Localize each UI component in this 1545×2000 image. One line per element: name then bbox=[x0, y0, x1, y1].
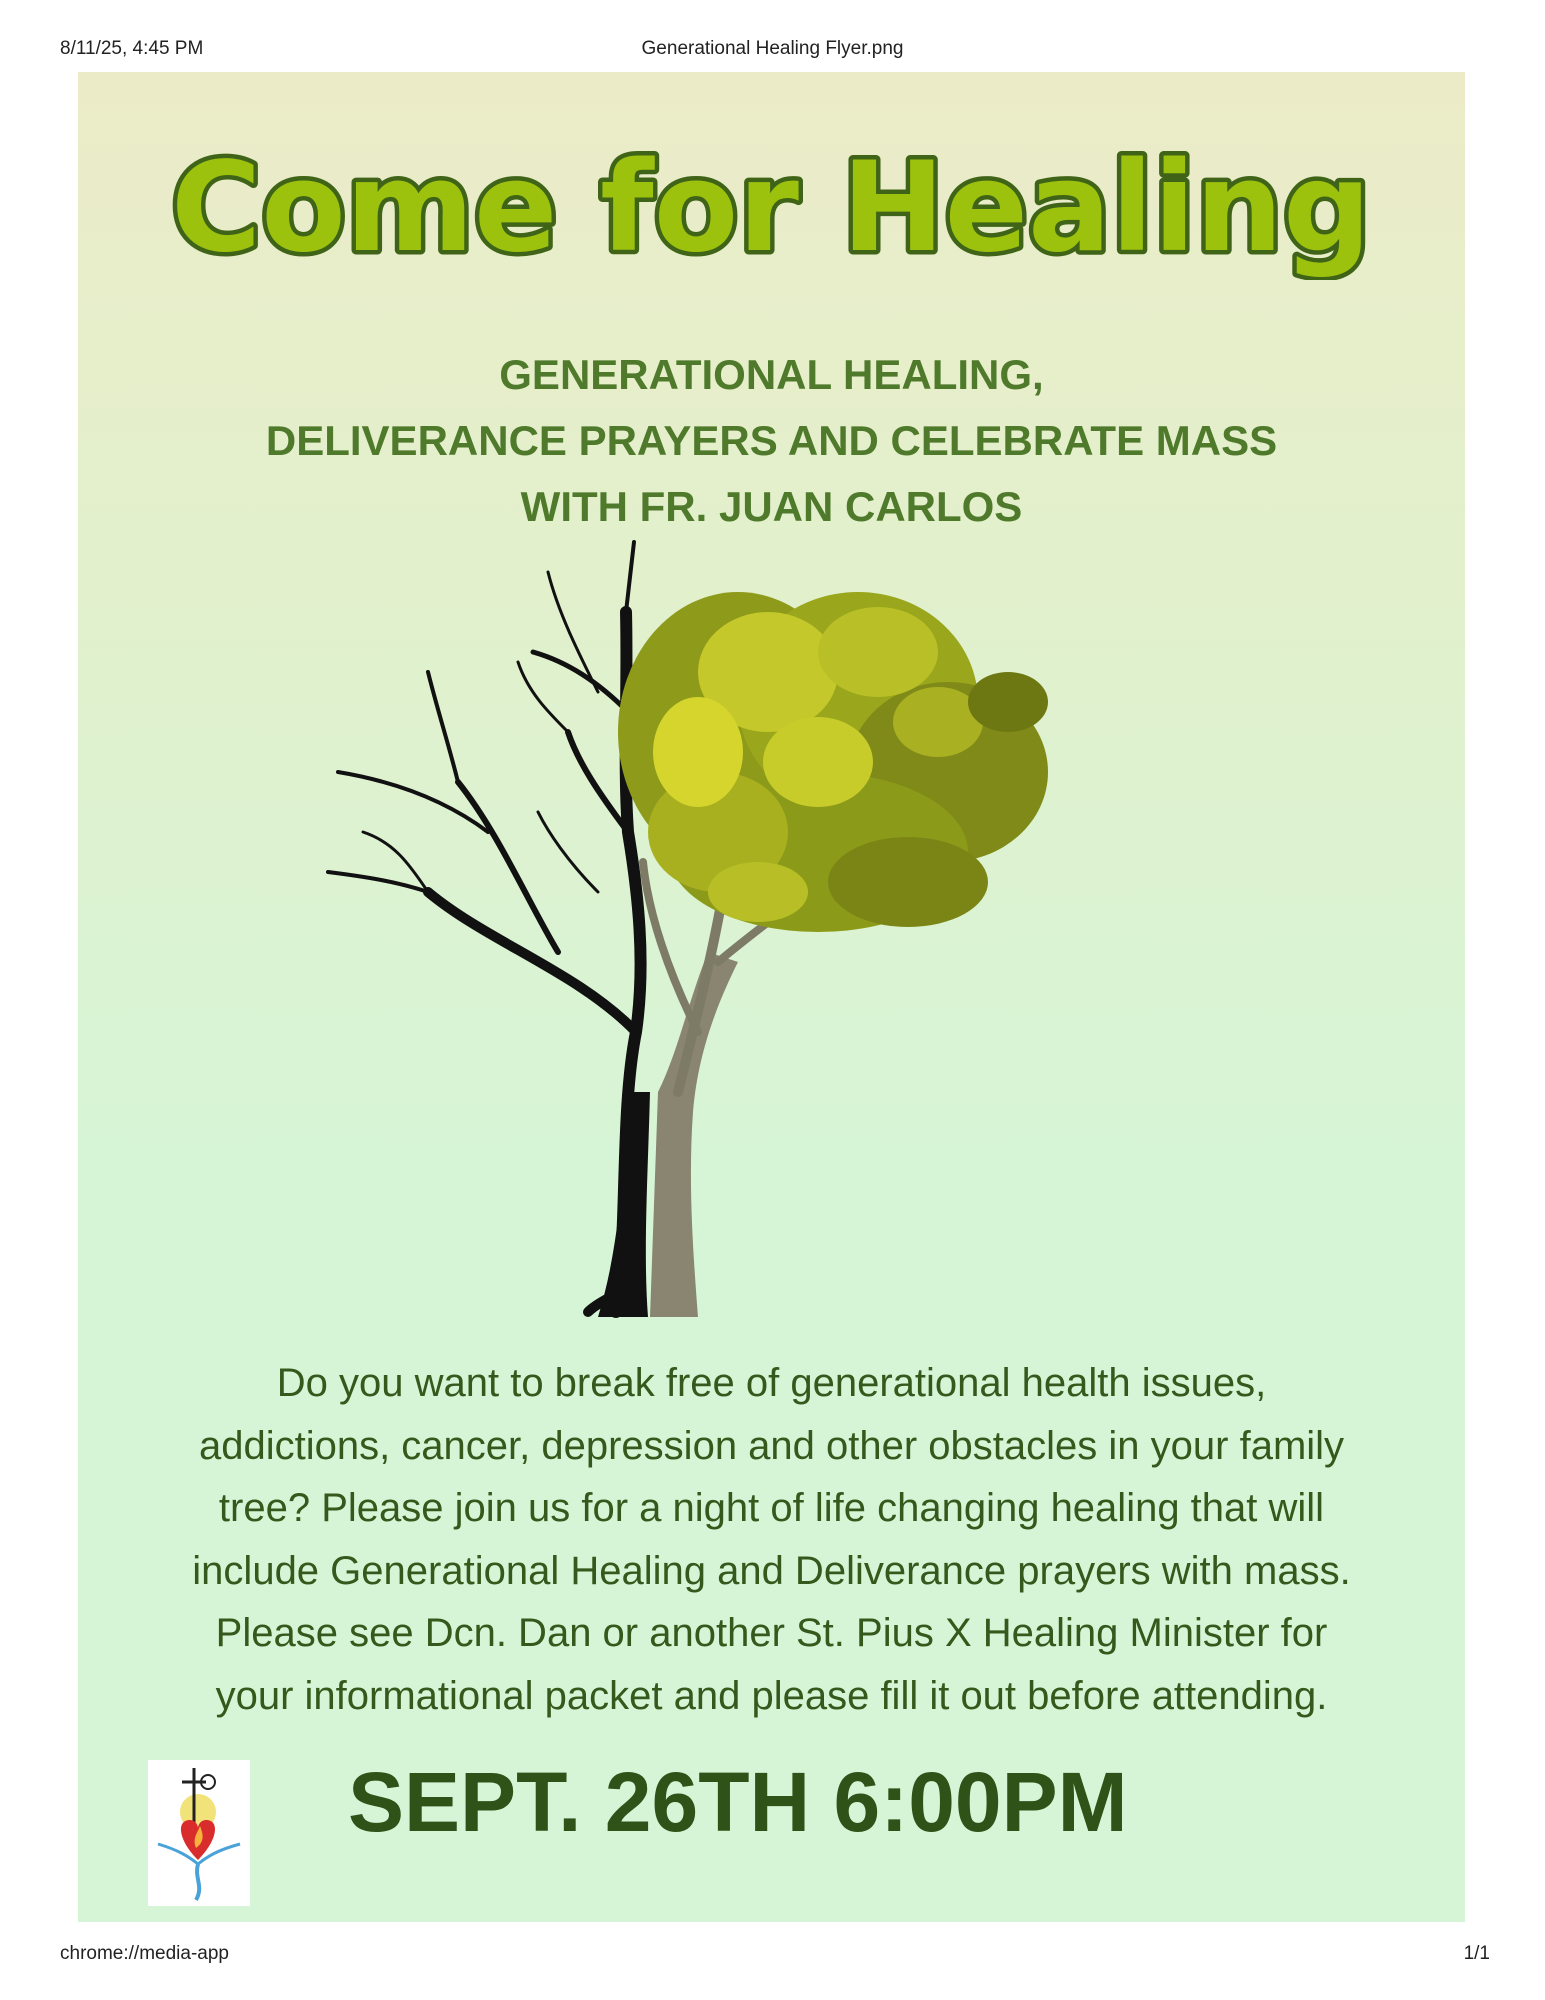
subtitle-line: WITH FR. JUAN CARLOS bbox=[520, 483, 1023, 530]
description-line: Please see Dcn. Dan or another St. Pius X Healing Minister for bbox=[215, 1611, 1328, 1655]
description-line: addictions, cancer, depression and other obstacles in your family bbox=[198, 1423, 1345, 1468]
description bbox=[98, 1352, 1445, 1727]
half-bare-half-leafy-tree-icon bbox=[298, 532, 1198, 1322]
headline-graphic bbox=[78, 130, 1465, 280]
description-line: Do you want to break free of generational health issues, bbox=[276, 1361, 1267, 1405]
description-line: tree? Please join us for a night of life changing healing that will bbox=[218, 1486, 1325, 1530]
print-document-title: Generational Healing Flyer.png bbox=[641, 38, 904, 59]
bare-branches bbox=[328, 542, 641, 1312]
description-line: include Generational Healing and Deliverance prayers with mass. bbox=[192, 1548, 1351, 1593]
description-line: your informational packet and please fill it out before attending. bbox=[215, 1673, 1328, 1718]
print-url: chrome://media-app bbox=[60, 1943, 229, 1964]
tree-illustration bbox=[298, 532, 1198, 1322]
headline-text: Come for Healing bbox=[171, 136, 1371, 280]
subtitle bbox=[78, 342, 1465, 540]
subtitle-line: DELIVERANCE PRAYERS AND CELEBRATE MASS bbox=[265, 417, 1278, 464]
print-datetime: 8/11/25, 4:45 PM bbox=[60, 38, 204, 59]
flyer bbox=[78, 72, 1465, 1922]
headline bbox=[78, 130, 1465, 280]
foliage bbox=[618, 592, 1048, 932]
event-date-time: SEPT. 26TH 6:00PM bbox=[348, 1755, 1128, 1849]
print-header bbox=[0, 38, 1545, 68]
subtitle-line: GENERATIONAL HEALING, bbox=[499, 351, 1044, 398]
print-footer bbox=[0, 1943, 1545, 1973]
st-pius-x-healing-ministry-logo-icon bbox=[148, 1760, 250, 1906]
print-page-count: 1/1 bbox=[1463, 1943, 1490, 1964]
bare-side-mask bbox=[298, 532, 636, 912]
ministry-logo bbox=[148, 1760, 250, 1906]
